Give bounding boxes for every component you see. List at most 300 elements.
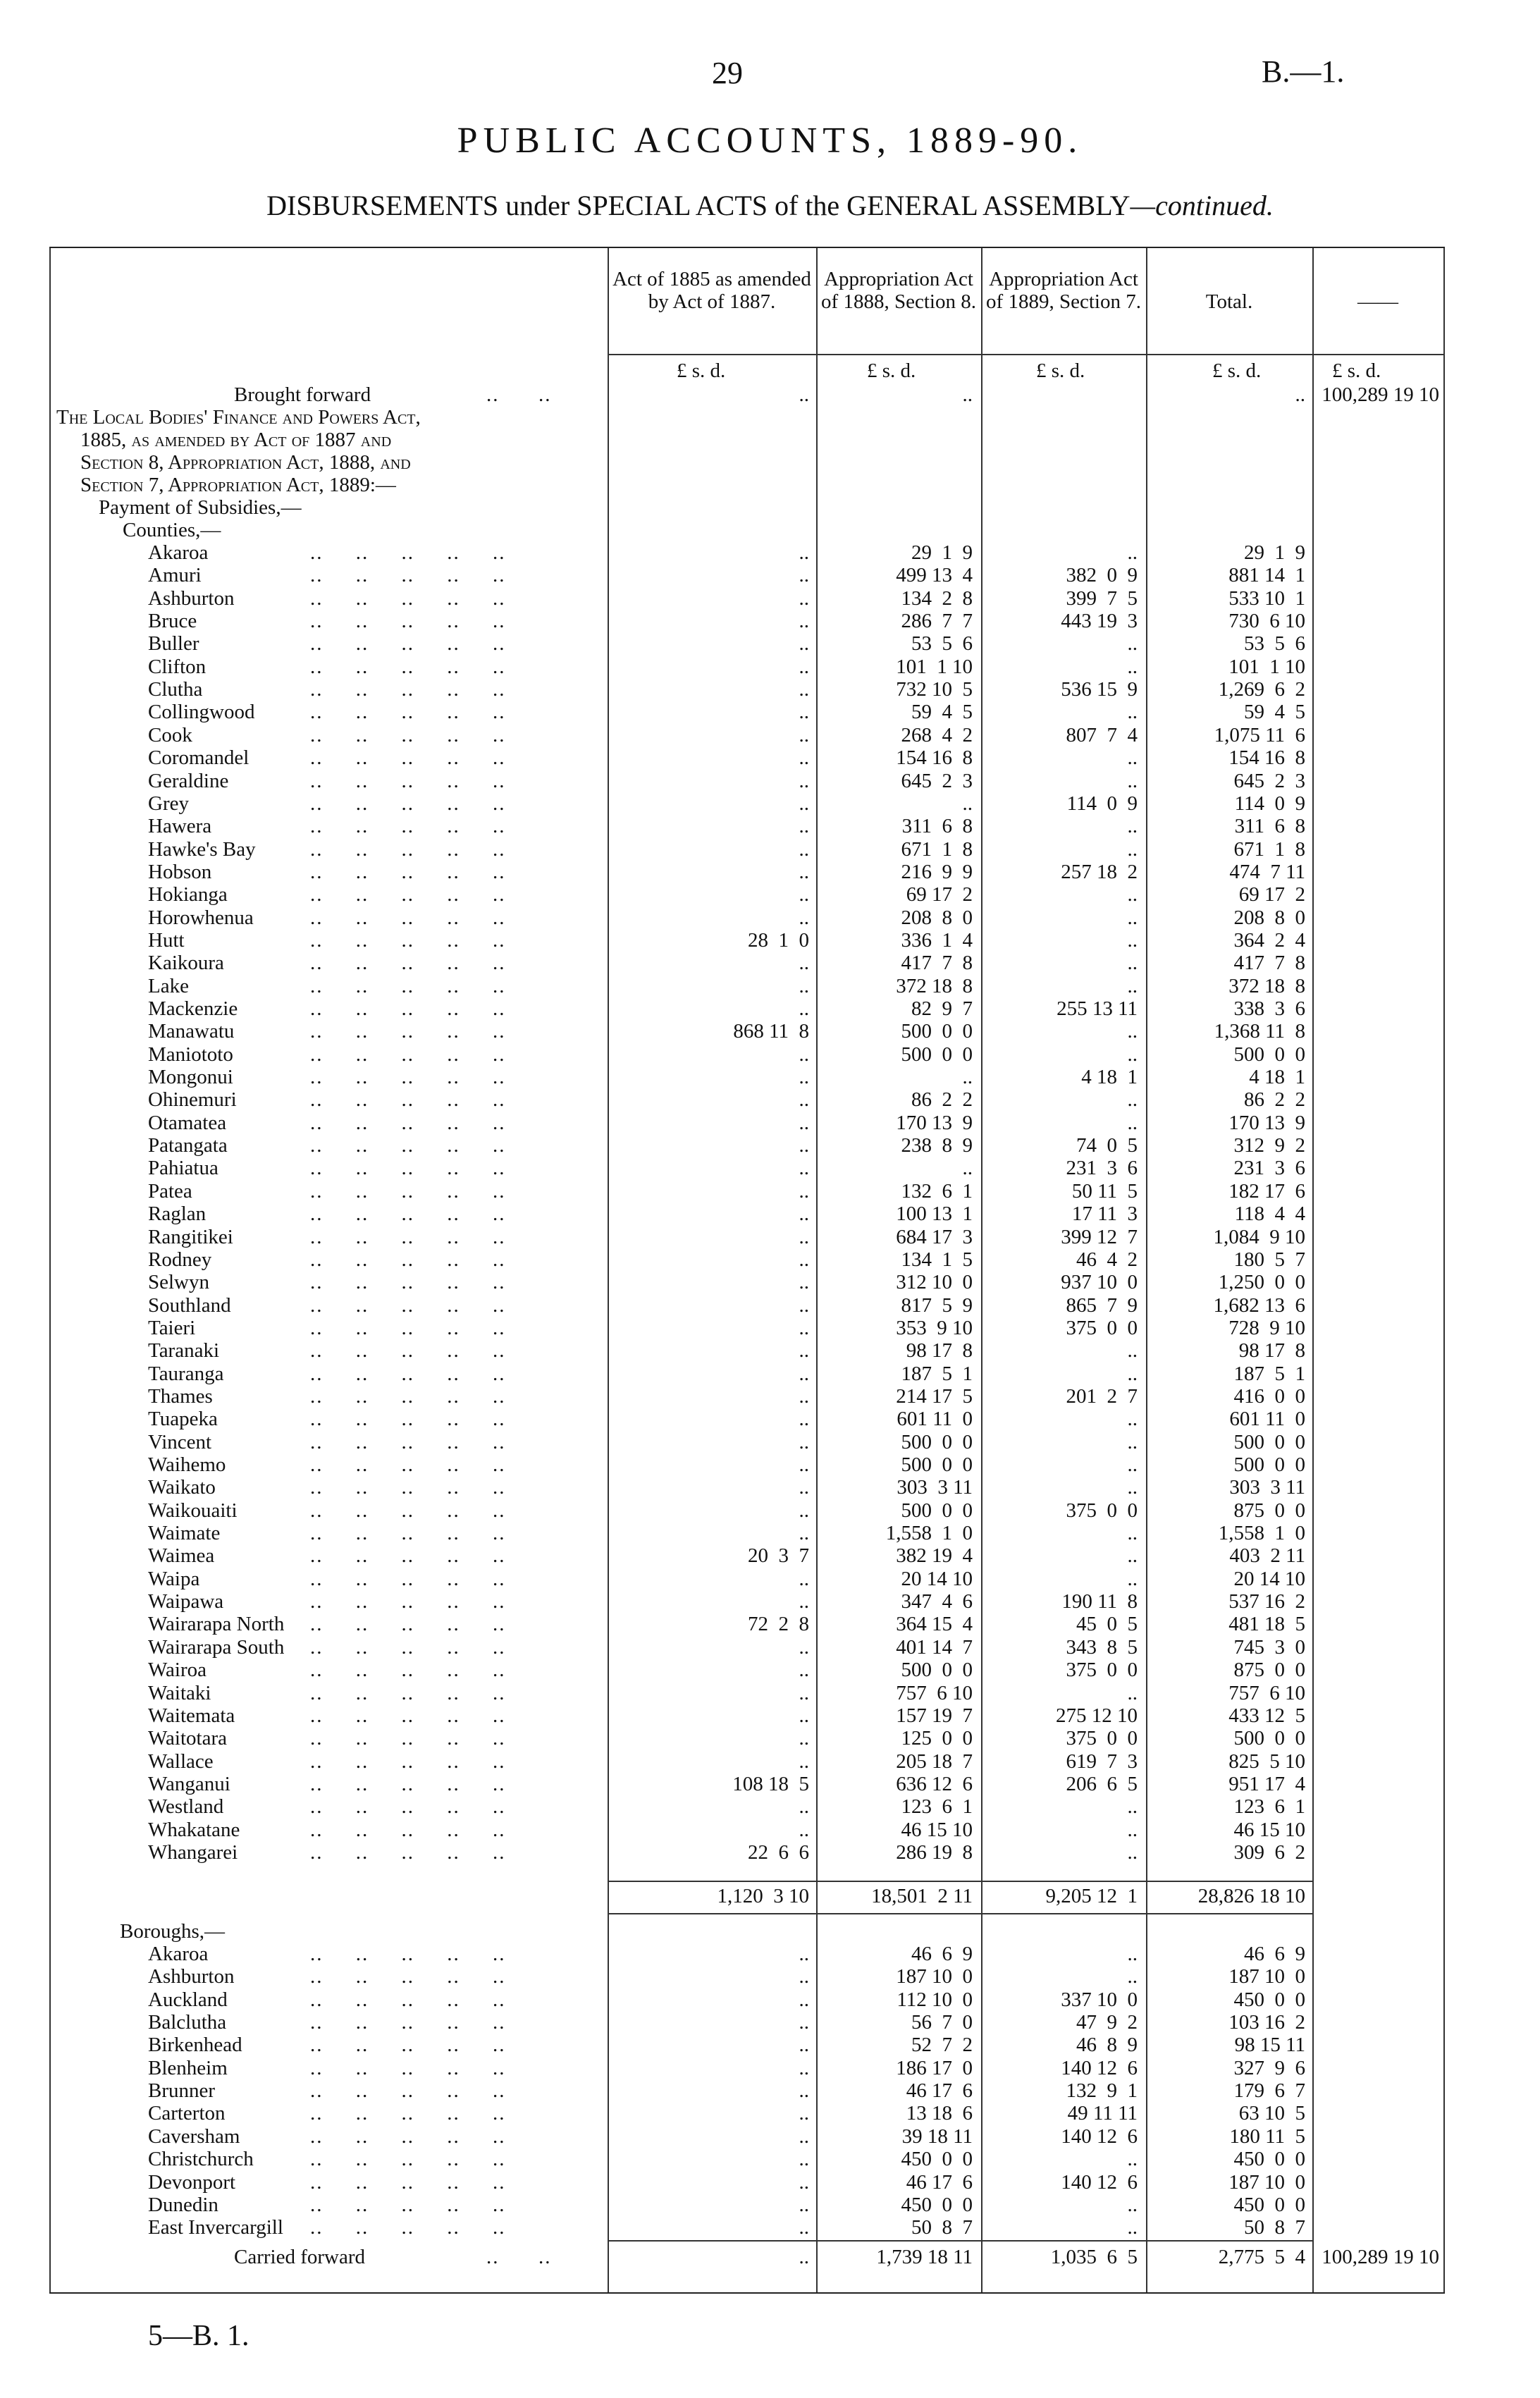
table-row [49,564,1445,586]
cell-act-1885: .. [799,997,809,1020]
row-name: Hobson [148,860,212,883]
leader-dots: .. .. .. .. .. [310,632,506,656]
cell-approp-1889: 619 7 3 [1066,1750,1138,1773]
cell-approp-1888: 100 13 1 [896,1203,973,1226]
table-row [49,1339,1445,1362]
cell-act-1885: .. [799,1203,809,1226]
cell-approp-1889: 231 3 6 [1066,1157,1138,1180]
cell-approp-1889: 536 15 9 [1061,678,1138,701]
cell-total: 59 4 5 [1244,701,1305,724]
cell-approp-1889: 201 2 7 [1066,1384,1138,1408]
brought-forward-row [49,383,1445,406]
cell-approp-1889: 140 12 6 [1061,2125,1138,2148]
cell-total: 875 0 0 [1233,1659,1305,1682]
table-row [49,792,1445,815]
leader-dots: .. .. .. .. .. [310,1840,506,1864]
cell-total: 101 1 10 [1228,655,1305,678]
cell-total: 601 11 0 [1229,1408,1305,1431]
table-row [49,1431,1445,1453]
cell-approp-1889: .. [1127,1362,1138,1385]
cell-approp-1888: 450 0 0 [901,2193,973,2216]
cell-total: 951 17 4 [1228,1772,1305,1795]
cell-approp-1889: 375 0 0 [1066,1727,1138,1750]
cell-approp-1888: 500 0 0 [901,1499,973,1522]
leader-dots: .. .. .. .. .. [310,1659,506,1682]
leader-dots: .. .. .. .. .. [310,1681,506,1704]
cell-total: 881 14 1 [1228,564,1305,587]
unit-header-c5: £ s. d. [1332,359,1381,382]
leader-dots: .. .. .. .. .. [310,564,506,587]
cell-approp-1888: 53 5 6 [911,632,973,656]
cell-act-1885: .. [799,1965,809,1988]
leader-dots: .. .. .. .. .. [310,1613,506,1636]
cell-total: 180 5 7 [1233,1248,1305,1271]
cell-act-1885: 22 6 6 [748,1840,809,1864]
table-row [49,1134,1445,1157]
cell-approp-1889: .. [1127,906,1138,929]
cell-approp-1889: .. [1127,928,1138,952]
row-name: Vincent [148,1430,212,1453]
cell-approp-1888: 312 10 0 [896,1271,973,1294]
row-name: Manawatu [148,1020,235,1043]
carried-forward-c3: 1,035 6 5 [1050,2246,1138,2268]
table-row [49,1476,1445,1499]
leader-dots: .. .. .. .. .. [310,1544,506,1568]
leader-dots: .. .. .. .. .. [310,1522,506,1545]
cell-approp-1888: 186 17 0 [896,2056,973,2079]
cell-total: 338 3 6 [1233,997,1305,1020]
cell-approp-1889: .. [1127,2216,1138,2239]
cell-act-1885: .. [799,883,809,906]
cell-act-1885: .. [799,1248,809,1271]
cell-approp-1888: 1,558 1 0 [885,1522,973,1545]
brought-forward-c5: 100,289 19 10 [1322,383,1439,406]
leader-dots: .. .. .. .. .. [310,2125,506,2148]
cell-approp-1888: 39 18 11 [901,2125,973,2148]
row-name: Waihemo [148,1453,226,1476]
cell-act-1885: .. [799,1727,809,1750]
row-name: Ohinemuri [148,1088,237,1112]
row-name: Rodney [148,1248,212,1271]
cell-total: 372 18 8 [1228,974,1305,997]
cell-approp-1889: 343 8 5 [1066,1635,1138,1659]
row-name: Collingwood [148,701,255,724]
cell-total: 98 15 11 [1234,2034,1305,2057]
cell-approp-1888: 286 19 8 [896,1840,973,1864]
row-name: Westland [148,1795,224,1819]
cell-act-1885: .. [799,678,809,701]
leader-dots: .. .. .. .. .. [310,1704,506,1727]
cell-approp-1888: 134 2 8 [901,586,973,610]
cell-total: 728 9 10 [1228,1316,1305,1339]
cell-approp-1889: 382 0 9 [1066,564,1138,587]
cell-approp-1888: 311 6 8 [901,815,973,838]
table-row [49,1203,1445,1225]
cell-approp-1888: 187 10 0 [896,1965,973,1988]
leader-dots: .. .. .. .. .. [310,1179,506,1203]
cell-approp-1888: 46 6 9 [911,1943,973,1965]
row-name: Waitotara [148,1727,227,1750]
row-name: Southland [148,1293,231,1317]
cell-total: 309 6 2 [1233,1840,1305,1864]
counties-label: Counties,— [123,519,221,541]
act-heading-line [49,451,1445,474]
boroughs-heading [49,1920,1445,1943]
row-name: Waikato [148,1476,216,1499]
cell-approp-1889: .. [1127,815,1138,838]
leader-dots: .. .. .. .. .. [310,1384,506,1408]
row-name: Whakatane [148,1818,240,1841]
leader-dots: .. .. .. .. .. [310,1157,506,1180]
leader-dots: .. .. .. .. .. [310,928,506,952]
unit-header-c3: £ s. d. [1036,359,1085,382]
cell-total: 825 5 10 [1228,1750,1305,1773]
cell-total: 46 6 9 [1244,1943,1305,1965]
row-name: Tuapeka [148,1408,218,1431]
cell-approp-1889: .. [1127,1544,1138,1568]
cell-total: 4 18 1 [1249,1066,1305,1089]
leader-dots: .. .. .. .. .. [310,997,506,1020]
row-name: Raglan [148,1203,207,1226]
cell-approp-1888: 132 6 1 [901,1179,973,1203]
cell-approp-1888: .. [962,1066,973,1089]
counties-total-c2: 18,501 2 11 [871,1885,973,1907]
cell-act-1885: .. [799,1043,809,1066]
cell-total: 69 17 2 [1238,883,1305,906]
cell-approp-1888: .. [962,1157,973,1180]
row-name: Horowhenua [148,906,254,929]
cell-act-1885: .. [799,1157,809,1180]
table-row [49,1819,1445,1841]
row-name: Ashburton [148,586,235,610]
leader-dots: .. .. .. .. .. [310,1772,506,1795]
table-row [49,1363,1445,1385]
cell-act-1885: .. [799,1499,809,1522]
leader-dots: .. .. .. .. .. [310,2034,506,2057]
leader-dots: .. .. .. .. .. [310,1818,506,1841]
page-reference: B.—1. [1262,54,1345,89]
cell-approp-1889: .. [1127,1430,1138,1453]
cell-total: 327 9 6 [1233,2056,1305,2079]
table-row [49,1226,1445,1248]
leader-dots: .. .. .. .. .. [310,1043,506,1066]
cell-act-1885: .. [799,1362,809,1385]
cell-total: 1,368 11 8 [1214,1020,1305,1043]
cell-approp-1888: 401 14 7 [896,1635,973,1659]
cell-approp-1888: 46 15 10 [901,1818,973,1841]
cell-approp-1888: 214 17 5 [896,1384,973,1408]
leader-dots: .. .. .. .. .. [310,974,506,997]
cell-approp-1888: 286 7 7 [901,610,973,633]
row-name: Carterton [148,2102,226,2125]
leader-dots: .. .. .. .. .. [310,2148,506,2171]
row-name: Balclutha [148,2011,227,2034]
cell-approp-1888: 52 7 2 [911,2034,973,2057]
leader-dots: .. .. .. .. .. [310,1430,506,1453]
row-name: Rangitikei [148,1225,233,1248]
cell-approp-1888: 29 1 9 [911,541,973,564]
cell-act-1885: .. [799,2148,809,2171]
cell-approp-1888: 157 19 7 [896,1704,973,1727]
cell-approp-1889: 375 0 0 [1066,1499,1138,1522]
cell-total: 1,682 13 6 [1213,1293,1305,1317]
leader-dots: .. .. .. .. .. [310,2079,506,2103]
leader-dots: .. .. .. .. .. [310,1567,506,1590]
cell-total: 533 10 1 [1228,586,1305,610]
cell-approp-1889: .. [1127,2193,1138,2216]
cell-approp-1888: 364 15 4 [896,1613,973,1636]
cell-total: 63 10 5 [1238,2102,1305,2125]
cell-approp-1889: .. [1127,1476,1138,1499]
table-row [49,1727,1445,1750]
row-name: Auckland [148,1988,228,2011]
carried-forward-label: Carried forward [234,2246,365,2268]
table-row [49,1157,1445,1179]
cell-approp-1888: 98 17 8 [906,1339,973,1363]
cell-approp-1888: 303 3 11 [897,1476,973,1499]
row-name: Maniototo [148,1043,233,1066]
leader-dots: .. .. .. .. .. [310,952,506,975]
row-name: Wairarapa North [148,1613,285,1636]
row-name: Amuri [148,564,202,587]
leader-dots: .. .. .. .. .. [310,1339,506,1363]
leader-dots: .. .. .. .. .. [310,723,506,746]
cell-total: 208 8 0 [1233,906,1305,929]
leader-dots: .. .. .. .. .. [310,906,506,929]
cell-approp-1888: 82 9 7 [911,997,973,1020]
table-row [49,861,1445,883]
table-row [49,1544,1445,1567]
cell-approp-1888: 134 1 5 [901,1248,973,1271]
cell-act-1885: .. [799,837,809,861]
table-row [49,1841,1445,1864]
cell-approp-1888: 125 0 0 [901,1727,973,1750]
table-row [49,2171,1445,2194]
cell-total: 46 15 10 [1233,1818,1305,1841]
cell-approp-1888: 500 0 0 [901,1659,973,1682]
row-name: Cook [148,723,192,746]
leader-dots: .. .. .. .. .. [310,1088,506,1112]
page-footer: 5—B. 1. [148,2320,250,2352]
row-name: Waitaki [148,1681,211,1704]
cell-approp-1889: .. [1127,952,1138,975]
cell-approp-1888: .. [962,792,973,815]
carried-forward-row [49,2246,1445,2268]
cell-act-1885: .. [799,792,809,815]
table-row [49,678,1445,701]
col-header-appropriation-1889: Appropriation Act of 1889, Section 7. [986,268,1141,313]
row-name: Dunedin [148,2193,218,2216]
counties-total-c4: 28,826 18 10 [1197,1885,1305,1907]
cell-approp-1889: .. [1127,1681,1138,1704]
cell-approp-1888: 50 8 7 [911,2216,973,2239]
brought-forward-c4: .. [1295,383,1305,406]
row-name: Geraldine [148,769,229,792]
act-heading-text: 1885, as amended by Act of 1887 and [80,429,392,451]
leader-dots: .. .. .. .. .. [310,586,506,610]
payment-heading [49,496,1445,519]
col-header-appropriation-1888: Appropriation Act of 1888, Section 8. [821,268,976,313]
act-heading-line [49,406,1445,429]
table-row [49,1453,1445,1476]
cell-act-1885: .. [799,1339,809,1363]
row-name: Mongonui [148,1066,233,1089]
cell-approp-1888: 353 9 10 [896,1316,973,1339]
cell-approp-1888: 500 0 0 [901,1043,973,1066]
leader-dots: .. .. .. .. .. [310,1408,506,1431]
cell-approp-1889: .. [1127,632,1138,656]
cell-total: 500 0 0 [1233,1727,1305,1750]
cell-approp-1888: 205 18 7 [896,1750,973,1773]
table-row [49,2216,1445,2239]
table-row [49,1066,1445,1088]
cell-act-1885: .. [799,541,809,564]
table-row [49,1636,1445,1659]
leader-dots: .. .. [486,383,552,406]
cell-approp-1889: 399 7 5 [1066,586,1138,610]
table-row [49,2079,1445,2102]
table-row [49,1750,1445,1773]
page-title: PUBLIC ACCOUNTS, 1889-90. [457,121,1083,161]
cell-act-1885: .. [799,564,809,587]
table-row [49,1795,1445,1818]
cell-approp-1889: .. [1127,1043,1138,1066]
cell-approp-1888: 684 17 3 [896,1225,973,1248]
cell-act-1885: .. [799,610,809,633]
table-row [49,1965,1445,1988]
cell-approp-1889: .. [1127,746,1138,770]
leader-dots: .. .. .. .. .. [310,769,506,792]
cell-approp-1889: .. [1127,1111,1138,1134]
cell-approp-1889: 45 0 5 [1076,1613,1138,1636]
row-name: Akaroa [148,1943,209,1965]
row-name: Wairoa [148,1659,207,1682]
cell-approp-1889: 4 18 1 [1081,1066,1138,1089]
brought-forward-c2: .. [962,383,973,406]
table-row [49,815,1445,837]
row-name: Thames [148,1384,213,1408]
cell-act-1885: .. [799,746,809,770]
cell-approp-1888: 732 10 5 [896,678,973,701]
cell-approp-1888: 86 2 2 [911,1088,973,1112]
row-name: Tauranga [148,1362,224,1385]
cell-act-1885: .. [799,2102,809,2125]
cell-approp-1889: .. [1127,1339,1138,1363]
act-heading-text: Section 8, Appropriation Act, 1888, and [80,451,411,474]
act-heading-line [49,429,1445,451]
cell-act-1885: .. [799,1522,809,1545]
carried-forward-c2: 1,739 18 11 [876,2246,973,2268]
cell-act-1885: .. [799,723,809,746]
cell-approp-1889: 937 10 0 [1061,1271,1138,1294]
page-subtitle [0,189,1540,222]
cell-approp-1888: 671 1 8 [901,837,973,861]
table-row [49,1943,1445,1965]
table-row [49,746,1445,769]
cell-approp-1889: .. [1127,1943,1138,1965]
cell-approp-1888: 500 0 0 [901,1430,973,1453]
cell-act-1885: .. [799,1430,809,1453]
cell-approp-1888: 56 7 0 [911,2011,973,2034]
table-row [49,1988,1445,2011]
row-name: Whangarei [148,1840,238,1864]
cell-act-1885: .. [799,2079,809,2103]
header-rule [608,354,1445,355]
cell-act-1885: 72 2 8 [748,1613,809,1636]
table-row [49,1590,1445,1613]
cell-total: 1,084 9 10 [1213,1225,1305,1248]
table-row [49,1659,1445,1681]
cell-total: 312 9 2 [1233,1134,1305,1157]
cell-act-1885: 20 3 7 [748,1544,809,1568]
cell-approp-1889: 190 11 8 [1061,1590,1138,1613]
leader-dots: .. .. .. .. .. [310,2056,506,2079]
table-row [49,1704,1445,1727]
cell-act-1885: .. [799,2216,809,2239]
cell-act-1885: .. [799,1384,809,1408]
leader-dots: .. .. .. .. .. [310,1750,506,1773]
row-name: Hutt [148,928,185,952]
cell-approp-1889: .. [1127,769,1138,792]
row-name: Hawke's Bay [148,837,256,861]
brought-forward-c1: .. [799,383,809,406]
cell-act-1885: .. [799,632,809,656]
subtitle-text: DISBURSEMENTS under SPECIAL ACTS of the GENERAL ASSEMBLY [266,190,1131,221]
table-row [49,2034,1445,2056]
cell-act-1885: .. [799,1988,809,2011]
cell-total: 50 8 7 [1244,2216,1305,2239]
cell-total: 1,250 0 0 [1218,1271,1305,1294]
cell-total: 481 18 5 [1228,1613,1305,1636]
cell-approp-1888: 372 18 8 [896,974,973,997]
cell-act-1885: .. [799,2011,809,2034]
cell-total: 187 5 1 [1233,1362,1305,1385]
table-row [49,724,1445,746]
cell-total: 474 7 11 [1229,860,1305,883]
table-row [49,929,1445,952]
counties-total-c3: 9,205 12 1 [1045,1885,1138,1907]
leader-dots: .. .. .. .. .. [310,883,506,906]
cell-approp-1888: 187 5 1 [901,1362,973,1385]
subtitle-continued: —continued. [1130,190,1274,221]
cell-approp-1888: 154 16 8 [896,746,973,770]
cell-approp-1889: 114 0 9 [1066,792,1138,815]
row-name: Wairarapa South [148,1635,285,1659]
leader-dots: .. .. .. .. .. [310,792,506,815]
cell-total: 417 7 8 [1233,952,1305,975]
cell-approp-1888: 238 8 9 [901,1134,973,1157]
cell-act-1885: .. [799,1316,809,1339]
leader-dots: .. .. .. .. .. [310,1271,506,1294]
leader-dots: .. .. .. .. .. [310,655,506,678]
table-row [49,975,1445,997]
cell-approp-1889: .. [1127,1818,1138,1841]
leader-dots: .. .. .. .. .. [310,746,506,770]
leader-dots: .. .. .. .. .. [310,1635,506,1659]
table-row [49,1271,1445,1293]
row-name: Buller [148,632,199,656]
cell-approp-1888: 500 0 0 [901,1020,973,1043]
cell-act-1885: .. [799,860,809,883]
table-row [49,2102,1445,2125]
cell-approp-1888: 59 4 5 [911,701,973,724]
counties-total-c1: 1,120 3 10 [717,1885,809,1907]
leader-dots: .. .. .. .. .. [310,1362,506,1385]
cell-act-1885: .. [799,906,809,929]
cell-total: 645 2 3 [1233,769,1305,792]
table-row [49,701,1445,723]
cell-act-1885: .. [799,974,809,997]
